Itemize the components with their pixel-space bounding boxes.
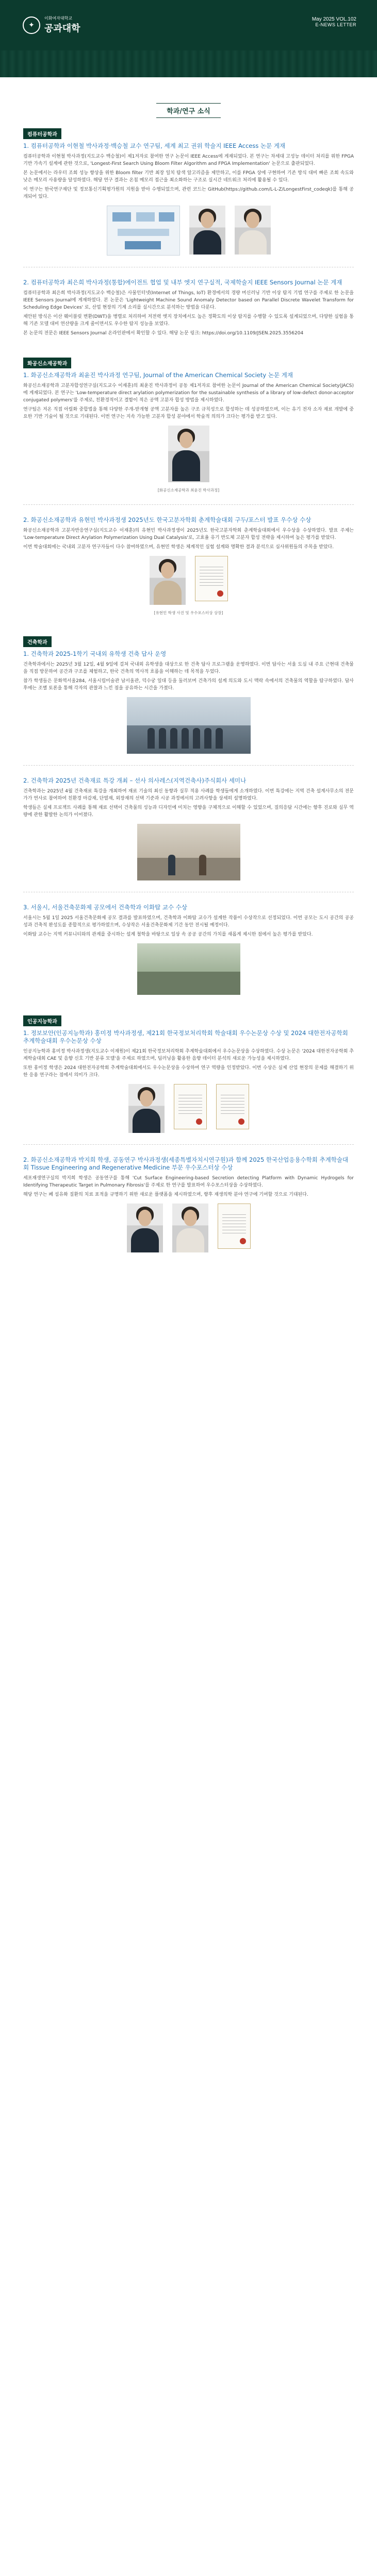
- section-title: 학과/연구 소식: [0, 103, 377, 118]
- article-body: 화공신소재공학과 고분자합성연구실(지도교수 이재훈)의 최윤진 박사과정이 공동 제1저자로 참여한 논문이 Journal of the American Chemical Society(JACS)에 게재되었다. 본 연구는 'Low-temperature direct arylation polymerization for the sustainable synthesis of a library of low-defect donor-acceptor conjugated polymers'를 주제로, 친환경적이고 결함이 적은 공액 고분자 합성 방법을 제시하였다. 연구팀은 저온 직접 아릴화 중합법을 통해 다양한 주개-받개형 공액 고분자를 높은 구조 규칙성으로 합성하는 데 성공하였으며, 이는 유기 전자 소자 재료 개발에 중요한 기반 기술이 될 것으로 기대된다. 이번 연구는 지속 가능한 고분자 합성 분야에서 학술적 의의가 크다는 평가를 받고 있다.: [23, 383, 354, 419]
- award-certificate-image: [216, 1084, 249, 1129]
- article-chem-1: [23, 371, 354, 493]
- header-banner: [0, 0, 377, 77]
- researcher-photo: [189, 206, 225, 255]
- article-ai-1: [23, 1029, 354, 1133]
- article-title[interactable]: 1. 화공신소재공학과 최윤진 박사과정 연구팀, Journal of the American Chemical Society 논문 게재: [23, 371, 293, 379]
- field-trip-photo: [127, 697, 251, 754]
- divider: [23, 504, 354, 505]
- category-cse: 컴퓨터공학과: [23, 128, 61, 139]
- article-images: [23, 1204, 354, 1252]
- student-photo: [168, 426, 209, 482]
- issue-info: [312, 16, 356, 27]
- article-body: 건축학과는 2025년 4월 건축재료 특강을 개최하여 재료 기술의 최신 동향과 실무 적용 사례를 학생들에게 소개하였다. 이번 특강에는 지역 건축 설계사무소의 전문가가 연사로 참여하여 친환경 마감재, 단열재, 외장재의 선택 기준과 시공 과정에서의 고려사항을 상세히 설명하였다. 학생들은 실제 프로젝트 사례를 통해 재료 선택이 건축물의 성능과 디자인에 미치는 영향을 구체적으로 이해할 수 있었으며, 질의응답 시간에는 향후 진로와 실무 역량에 관한 활발한 논의가 이어졌다.: [23, 789, 354, 818]
- article-body: 화공신소재공학과 고분자반응연구실(지도교수 이재훈)의 유현민 박사과정생이 2025년도 한국고분자학회 춘계학술대회에서 우수상을 수상하였다. 발표 주제는 'Low-temperature Direct Arylation Polymerization Using Dual Catalysis'로, 고효율 유기 반도체 고분자 합성 전략을 제시하여 높은 평가를 받았다. 이번 학술대회에는 국내외 고분자 연구자들이 다수 참여하였으며, 유현민 학생은 체계적인 실험 설계와 명확한 결과 분석으로 심사위원들의 주목을 받았다.: [23, 528, 354, 550]
- article-title[interactable]: 1. 건축학과 2025-1학기 국내외 유학생 건축 답사 운영: [23, 650, 167, 657]
- article-title[interactable]: 2. 건축학과 2025년 건축재료 특강 개최 – 선사 의사레스(지역건축사)주식회사 세미나: [23, 777, 247, 784]
- award-certificate-image: [218, 1204, 251, 1249]
- issue-number: May 2025 VOL.102: [312, 16, 356, 22]
- article-title[interactable]: 1. 정보보안(인공지능학과) 홍미정 박사과정생, 제21회 한국정보처리학회 학술대회 우수논문상 수상 및 2024 대한전자공학회 추계학술대회 우수논문상 수상: [23, 1029, 348, 1044]
- student-photo: [172, 1204, 208, 1252]
- article-title[interactable]: 2. 화공신소재공학과 박지희 학생, 공동연구 박사과정생(세종특별자치시연구원)과 함께 2025 한국산업응용수학회 추계학술대회 Tissue Engineering and Regenerative Medicine 부문 우수포스터상 수상: [23, 1156, 349, 1171]
- university-emblem-icon: ✦: [23, 16, 40, 34]
- university-name: 이화여자대학교: [44, 16, 73, 21]
- divider: [23, 765, 354, 766]
- article-images: [23, 697, 354, 754]
- article-images: [23, 206, 354, 256]
- article-images: [23, 824, 354, 880]
- student-photo: [150, 556, 186, 605]
- award-certificate-image: [195, 556, 228, 601]
- category-arch: 건축학과: [23, 636, 52, 647]
- newsletter-label: E-NEWS LETTER: [315, 22, 356, 27]
- article-body: 건축학과에서는 2025년 3월 12일, 4월 9일에 걸쳐 국내외 유학생을 대상으로 한 건축 답사 프로그램을 운영하였다. 이번 답사는 서울 도심 내 주요 근현대 건축물을 직접 방문하여 공간과 구조를 체험하고, 한국 건축의 역사적 흐름을 이해하는 데 목적을 두었다. 참가 학생들은 문화역서울284, 서울시립미술관 남서울관, 덕수궁 일대 등을 둘러보며 건축가의 설계 의도와 도시 맥락 속에서의 건축물의 역할을 탐구하였다. 답사 후에는 조별 토론을 통해 각자의 관찰과 느낀 점을 공유하는 시간을 가졌다.: [23, 662, 354, 691]
- article-body: 세포재생연구실의 박지희 학생은 공동연구를 통해 'Cut Surface Engineering-based Secretion detecting Platform with Dynamic Hydrogels for Identifying Therapeutic Target in Pulmonary Fibrosis'를 주제로 한 연구를 발표하여 우수포스터상을 수상하였다. 해당 연구는 폐 섬유화 질환의 치료 표적을 규명하기 위한 새로운 플랫폼을 제시하였으며, 향후 재생의학 분야 연구에 기여할 것으로 기대된다.: [23, 1176, 354, 1197]
- article-images: [23, 426, 354, 482]
- category-ai: 인공지능학과: [23, 1015, 61, 1026]
- college-name: 공과대학: [44, 23, 80, 34]
- category-chem: 화공신소재공학과: [23, 358, 71, 368]
- article-images: [23, 943, 354, 995]
- building-photo: [137, 943, 240, 995]
- article-title[interactable]: 2. 화공신소재공학과 유현민 박사과정생 2025년도 한국고분자학회 춘계학술대회 구두/포스터 발표 우수상 수상: [23, 516, 312, 523]
- article-title[interactable]: 3. 서울시, 서울건축문화제 공모에서 건축학과 이화탑 교수 수상: [23, 904, 187, 911]
- research-diagram-image: [107, 206, 180, 256]
- photo-caption: [유현민 학생 사진 및 우수포스터상 상장]: [154, 611, 223, 615]
- article-images: [23, 1084, 354, 1133]
- award-certificate-image: [174, 1084, 207, 1129]
- student-photo: [128, 1084, 165, 1133]
- article-arch-3: [23, 904, 354, 995]
- article-cse-1: [23, 142, 354, 256]
- article-body: 컴퓨터공학과 최은희 박사과정(지도교수 백승철)은 사물인터넷(Internet of Things, IoT) 환경에서의 경량 머신러닝 기반 이상 탐지 기법 연구를 주제로 한 논문을 IEEE Sensors Journal에 게재하였다. 본 논문은 'Lightweight Machine Sound Anomaly Detector based on Parallel Discrete Wavelet Transform for Scheduling Edge Devices' 로, 산업 현장의 기계 소리를 실시간으로 분석하는 방법을 다룬다. 제안된 방식은 이산 웨이블릿 변환(DWT)을 병렬로 처리하여 저전력 엣지 장치에서도 높은 정확도의 이상 탐지를 수행할 수 있도록 설계되었으며, 다양한 실험을 통해 기존 모델 대비 연산량을 크게 줄이면서도 우수한 탐지 성능을 보였다. 본 논문의 전문은 IEEE Sensors Journal 온라인판에서 확인할 수 있다. 해당 논문 링크: https://doi.org/10.1109/JSEN.2025.3556204: [23, 291, 354, 336]
- article-ai-2: [23, 1156, 354, 1252]
- article-chem-2: [23, 516, 354, 616]
- article-cse-2: [23, 279, 354, 337]
- article-arch-1: [23, 650, 354, 754]
- lecture-photo: [137, 824, 240, 880]
- photo-caption: [화공신소재공학과 최윤진 박사과정]: [157, 488, 220, 493]
- header-pattern: [0, 50, 377, 77]
- article-body: 인공지능학과 홍미정 박사과정생(지도교수 이재원)이 제21회 한국정보처리학회 추계학술대회에서 우수논문상을 수상하였다. 수상 논문은 '2024 대한전자공학회 추계학술대회 CAE 및 음향 신호 기반 분류 모델'을 주제로 하였으며, 딥러닝을 활용한 음향 데이터 분석의 새로운 가능성을 제시하였다. 또한 홍미정 학생은 2024 대한전자공학회 추계학술대회에서도 우수논문상을 수상하여 연구 역량을 인정받았다. 이번 수상은 실제 산업 현장의 문제를 해결하기 위한 응용 연구라는 점에서 의미가 크다.: [23, 1049, 354, 1078]
- header-logo[interactable]: [23, 15, 80, 35]
- article-images: [23, 556, 354, 605]
- article-title[interactable]: 1. 컴퓨터공학과 이현철 박사과정·백승철 교수 연구팀, 세계 최고 권위 학술지 IEEE Access 논문 게재: [23, 142, 286, 149]
- article-title[interactable]: 2. 컴퓨터공학과 최은희 박사과정(통합)에이전트 협업 및 내부 엣지 연구실적, 국제학술지 IEEE Sensors Journal 논문 게재: [23, 279, 342, 286]
- article-body: 서울시는 5월 1일 2025 서울건축문화제 공모 결과를 발표하였으며, 건축학과 이화탑 교수가 설계한 작품이 수상작으로 선정되었다. 이번 공모는 도시 공간의 공공성과 건축적 완성도를 종합적으로 평가하였으며, 수상작은 서울건축문화제 기간 동안 전시될 예정이다. 이화탑 교수는 지역 커뮤니티와의 관계를 중시하는 설계 철학을 바탕으로 일상 속 공공 공간의 가치를 새롭게 제시한 점에서 높은 평가를 받았다.: [23, 916, 354, 937]
- student-photo: [127, 1204, 163, 1252]
- divider: [23, 1144, 354, 1145]
- article-body: 컴퓨터공학과 이현철 박사과정(지도교수 백승철)이 제1저자로 참여한 연구 논문이 IEEE Access에 게재되었다. 본 연구는 차세대 고성능 데이터 처리를 위한 FPGA 기반 가속기 설계에 관한 것으로, 'Longest-First Search Using Bloom Filter Algorithm and FPGA Implementation' 논문으로 출판되었다. 본 논문에서는 라우터 조회 성능 향상을 위한 Bloom filter 기반 최장 일치 탐색 알고리즘을 제안하고, 이를 FPGA 상에 구현하여 기존 방식 대비 빠른 조회 속도와 낮은 메모리 사용량을 달성하였다. 해당 연구 결과는 온칩 메모리 접근을 최소화하는 구조로 실시간 네트워크 처리에 활용될 수 있다. 이 연구는 한국연구재단 및 정보통신기획평가원의 지원을 받아 수행되었으며, 관련 코드는 GitHub(https://github.com/L-L-Z/LongestFirst_codeqk)를 통해 공개되어 있다.: [23, 154, 354, 199]
- article-arch-2: [23, 777, 354, 880]
- professor-photo: [235, 206, 271, 255]
